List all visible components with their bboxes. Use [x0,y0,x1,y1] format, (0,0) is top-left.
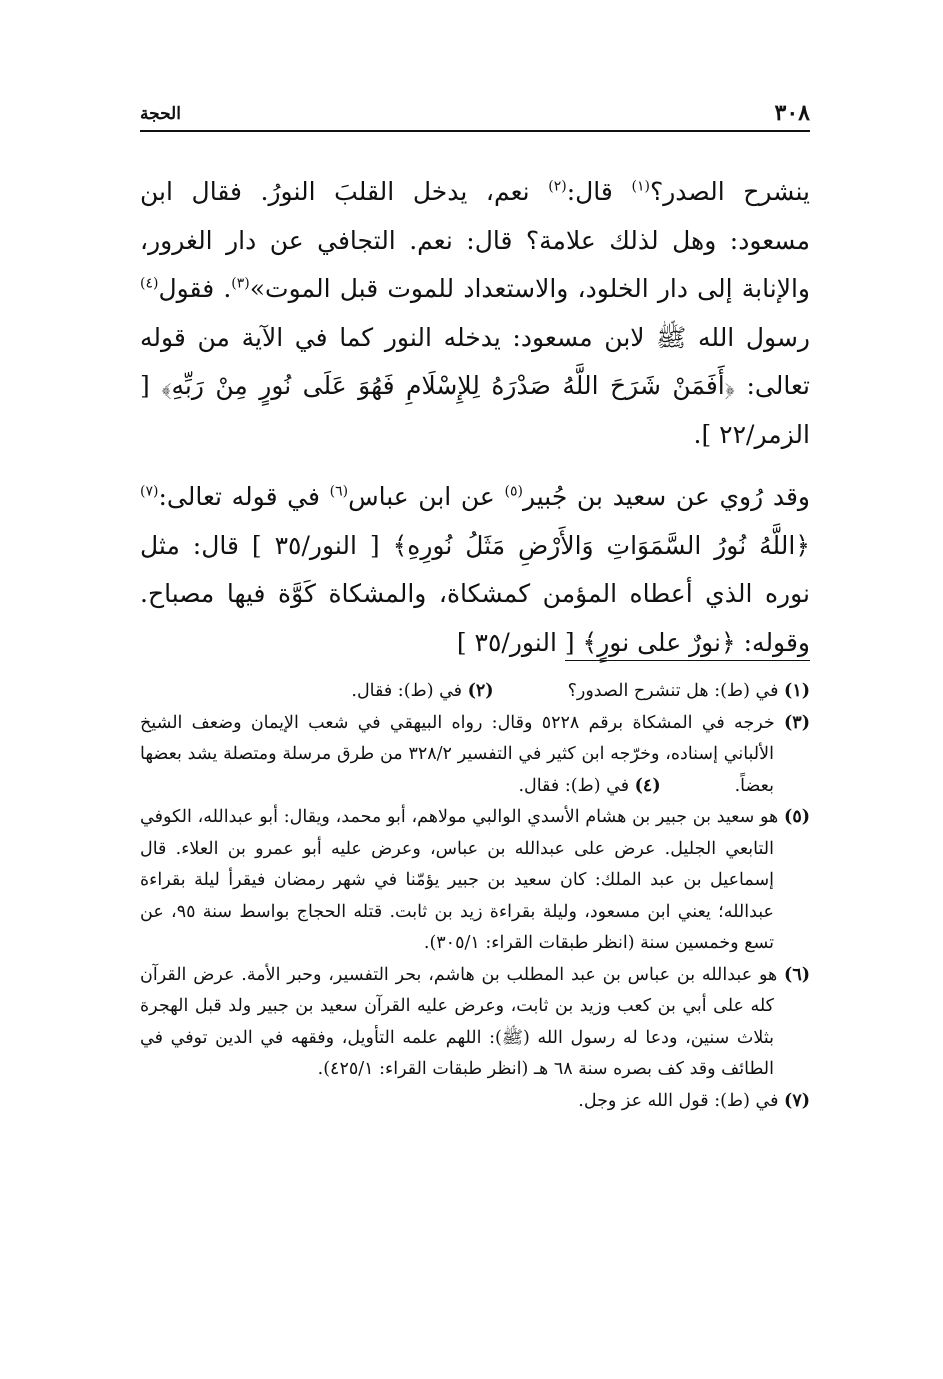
footnote-number: (٧) [784,1090,810,1111]
footnote-3-4 [140,708,810,803]
running-title: الحجة [140,104,181,124]
paragraph-1 [140,168,810,459]
footnote-ref[interactable]: (٦) [329,483,349,500]
text-span: قال: [566,177,632,206]
main-text [140,168,810,667]
footnote-number: (٣) [784,712,810,733]
text-span: . فقول [158,274,232,303]
text-span: في قوله تعالى: [158,482,330,511]
footnote-ref[interactable]: (٧) [140,483,159,500]
footnote-ref[interactable]: (٣) [231,275,250,292]
footnote-text: في (ط): فقال. [518,775,635,796]
footnote-ref[interactable]: (٤) [140,275,159,292]
footnote-5 [140,802,810,960]
header-rule [140,130,810,132]
text-span: نعم، يدخل القلبَ النورُ. فقال ابن مسعود: وهل لذلك علامة؟ قال: نعم. التجافي عن دار الغرور، والإنابة إلى دار الخلود، والاستعداد للموت قبل الموت» [140,177,810,303]
footnote-number: (٤) [634,775,661,796]
footnote-text: هو عبدالله بن عباس بن عبد المطلب بن هاشم، بحر التفسير، وحبر الأمة. عرض القرآن كله على أبي بن كعب وزيد بن ثابت، وعرض عليه القرآن سعيد بن جبير ولد قبل الهجرة بثلاث سنين، ودعا له رسول الله (ﷺ): اللهم علمه التأويل، وفقهه في الدين توفي في الطائف وقد كف بصره سنة ٦٨ هـ (انظر طبقات القراء: ٤٢٥/١). [140,964,785,1079]
footnote-2 [351,676,494,708]
footnote-number: (٥) [784,807,810,827]
footnote-separator [565,660,810,661]
text-span: ينشرح الصدر؟ [649,177,811,206]
footnote-ref[interactable]: (٢) [548,178,567,195]
text-span: رسول الله ﷺ لابن مسعود: يدخله النور كما في الآية من قوله تعالى: ﴿أَفَمَنْ شَرَحَ اللَّهُ صَدْرَهُ لِلإِسْلَامِ فَهُوَ عَلَى نُورٍ مِنْ رَبِّهِ﴾ [ الزمر/٢٢ ]. [140,322,810,449]
page-number: ٣٠٨ [774,100,810,126]
footnote-text: خرجه في المشكاة برقم ٥٢٢٨ وقال: رواه البيهقي في شعب الإيمان وضعف الشيخ الألباني إسناده، وخرّجه ابن كثير في التفسير ٣٢٨/٢ من طرق مرسلة ومتصلة يشد بعضها بعضاً. [140,712,785,796]
footnote-1-2 [140,676,810,708]
text-span: عن ابن عباس [348,482,505,511]
footnote-7 [140,1086,810,1118]
text-span: ﴿اللَّهُ نُورُ السَّمَوَاتِ وَالأَرْضِ مَثَلُ نُورِهِ﴾ [ النور/٣٥ ] قال: مثل نوره الذي أعطاه المؤمن كمشكاة، والمشكاة كَوَّة فيها مصباح. وقوله: ﴿نورٌ على نورٍ﴾ [ النور/٣٥ ] [140,530,810,657]
footnote-ref[interactable]: (٥) [504,483,523,500]
footnotes [140,676,810,1117]
footnote-4 [518,771,661,803]
footnote-1 [568,681,810,701]
footnote-number: (٢) [467,681,494,701]
page-header [140,100,810,134]
footnote-ref[interactable]: (١) [631,178,650,195]
footnote-number: (١) [784,681,810,701]
text-span: وقد رُوي عن سعيد بن جُبير [522,482,810,511]
footnote-3 [140,713,810,796]
footnote-text: في (ط): قول الله عز وجل. [578,1090,785,1111]
footnote-text: في (ط): هل تنشرح الصدور؟ [567,681,785,701]
footnote-6 [140,960,810,1086]
footnote-text: هو سعيد بن جبير بن هشام الأسدي الوالبي مولاهم، أبو محمد، ويقال: أبو عبدالله، الكوفي التابعي الجليل. عرض على عبدالله بن عباس، وعرض عليه أبو عمرو بن العلاء. قال إسماعيل بن عبد الملك: كان سعيد بن جبير يؤمّنا في شهر رمضان فيقرأ ليلة بقراءة عبدالله؛ يعني ابن مسعود، وليلة بقراءة زيد بن ثابت. قتله الحجاج بواسط سنة ٩٥، عن تسع وخمسين سنة (انظر طبقات القراء: ٣٠٥/١). [140,807,785,953]
paragraph-2 [140,473,810,667]
footnote-text: في (ط): فقال. [351,681,468,701]
footnote-number: (٦) [784,964,810,985]
